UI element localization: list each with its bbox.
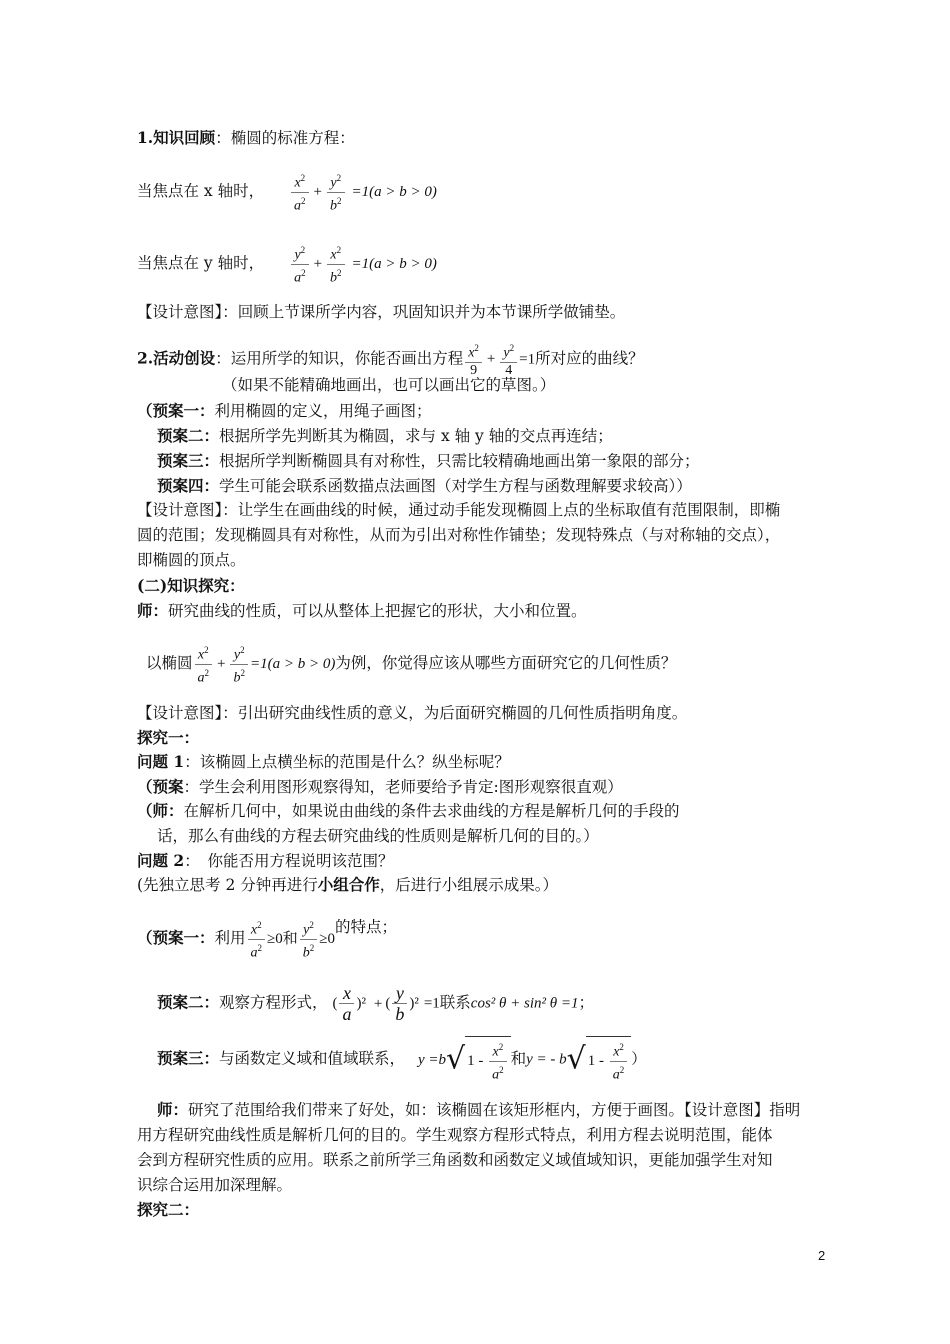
plan-2-label: 预案二： xyxy=(157,426,220,445)
plan-4 xyxy=(157,476,692,496)
section-review xyxy=(137,128,355,148)
formula-y-axis: 当焦点在 y 轴时， $\frac{y^2}{a^2}$ + $\frac{x^2}{b^2}$ =1(a > b > 0) xyxy=(137,242,437,286)
approach-2-label: 预案二： xyxy=(157,992,220,1012)
formula-x-tail: =1(a > b > 0) xyxy=(351,184,437,201)
design-intent-2-line-1: 【设计意图】：让学生在画曲线的时候，通过动手能发现椭圆上点的坐标取值有范围限制，即椭 xyxy=(137,501,781,519)
approach-1-end: ≥0 xyxy=(319,931,335,948)
numerator: x xyxy=(294,175,301,191)
section-exploration: (二)知识探究： xyxy=(137,576,245,595)
page-number: 2 xyxy=(818,1248,826,1263)
approach-2-trig: cos² θ + sin² θ =1 xyxy=(470,995,579,1012)
formula-y-lead: 当焦点在 y 轴时， xyxy=(137,254,265,273)
cooperation-post: ，后进行小组展示成果。） xyxy=(379,876,559,894)
design-intent-1: 【设计意图】：回顾上节课所学内容，巩固知识并为本节课所学做铺垫。 xyxy=(137,303,626,321)
fraction: $\frac{y^2}{a^2}$ xyxy=(291,242,309,286)
design-intent-2-line-2: 圆的范围；发现椭圆具有对称性，从而为引出对称性作铺垫；发现特殊点（与对称轴的交点）， xyxy=(137,526,781,544)
denominator: a xyxy=(197,670,205,686)
cooperation-bold: 小组合作 xyxy=(317,875,380,894)
approach-1-label: （预案一： xyxy=(137,928,215,948)
design-intent-2-line-3: 即椭圆的顶点。 xyxy=(137,551,246,569)
fraction: $\frac{x^2}{a^2}$ xyxy=(195,642,213,686)
question-1-label: 问题 1 xyxy=(137,752,185,771)
section-review-label: 1.知识回顾 xyxy=(137,128,216,147)
approach-2-eq: =1 xyxy=(423,995,440,1012)
plan-answer-text: ：学生会利用图形观察得知，老师要给予肯定:图形观察很直观） xyxy=(183,778,623,796)
denominator: 9 xyxy=(470,362,478,378)
approach-2-link: 联系 xyxy=(439,993,471,1012)
fraction: $\frac{x^2}{a^2}$ xyxy=(248,917,266,961)
final-line-2: 用方程研究曲线性质是解析几何的目的。学生观察方程形式特点，利用方程去说明范围，能体 xyxy=(137,1126,773,1144)
numerator: x xyxy=(468,345,475,361)
plan-1-label: （预案一： xyxy=(137,401,215,420)
sqrt: √ 1 - $\frac{x^2}{a^2}$ xyxy=(446,1036,511,1083)
approach-2: 预案二：观察方程形式， ( $\frac{x}{a}$ )² + ( $\frac{y}{b}$ )² =1联系cos² θ + sin² θ =1； xyxy=(157,983,595,1024)
denominator: a xyxy=(250,945,258,961)
numerator: y xyxy=(330,175,337,191)
teacher-note-1 xyxy=(137,801,680,821)
equals-one: =1 xyxy=(519,351,536,368)
approach-3-end: ） xyxy=(631,1051,647,1068)
plan-1-text: 利用椭圆的定义，用绳子画图； xyxy=(214,402,432,420)
plan-1 xyxy=(137,401,432,421)
teacher-note-2: 话，那么有曲线的方程去研究曲线的性质则是解析几何的目的。） xyxy=(157,827,599,845)
fraction xyxy=(392,983,407,1024)
plan-3-text: 根据所学判断椭圆具有对称性，只需比较精确地画出第一象限的部分； xyxy=(219,452,700,470)
question-1-text: ：该椭圆上点横坐标的范围是什么？纵坐标呢？ xyxy=(184,753,510,771)
plan-4-text: 学生可能会联系函数描点法画图（对学生方程与函数理解要求较高）） xyxy=(219,477,692,495)
explore-1-heading: 探究一： xyxy=(137,728,200,747)
section-activity: 2.活动创设：运用所学的知识，你能否画出方程 $\frac{x^2}{9}$ + $\frac{y^2}{4}$ =1所对应的曲线？ xyxy=(137,340,644,379)
numerator: y xyxy=(392,983,407,1004)
final-teacher-label: 师： xyxy=(157,1100,189,1119)
teacher-label: 师： xyxy=(137,601,169,620)
denominator: b xyxy=(330,198,338,214)
fraction: $\frac{x^2}{b^2}$ xyxy=(327,242,345,286)
numerator: y xyxy=(294,247,301,263)
plan-4-label: 预案四： xyxy=(157,476,220,495)
close-paren-squared: )² xyxy=(356,995,366,1012)
denominator: b xyxy=(233,670,241,686)
teacher-line-1 xyxy=(137,601,587,621)
formula-x-axis: 当焦点在 x 轴时， $\frac{x^2}{a^2}$ + $\frac{y^2}{b^2}$ =1(a > b > 0) xyxy=(137,170,437,214)
sqrt: √ 1 - $\frac{x^2}{a^2}$ xyxy=(567,1036,632,1083)
plan-answer xyxy=(137,777,623,797)
fraction: $\frac{y^2}{4}$ xyxy=(500,340,517,379)
section-activity-label: 2.活动创设 xyxy=(137,348,216,368)
approach-1 xyxy=(137,917,397,961)
denominator: a xyxy=(342,1004,352,1024)
teacher-text: 研究曲线的性质，可以从整体上把握它的形状，大小和位置。 xyxy=(168,602,587,620)
numerator: x xyxy=(250,922,258,938)
fraction: $\frac{x^2}{a^2}$ xyxy=(489,1039,507,1083)
open-paren: ( xyxy=(385,995,391,1012)
approach-3-and: 和 xyxy=(510,1049,527,1068)
denominator: a xyxy=(294,198,302,214)
plan-2-text: 根据所学先判断其为椭圆，求与 x 轴 y 轴的交点再连结； xyxy=(219,427,613,445)
denominator: b xyxy=(330,270,338,286)
approach-1-tail: 的特点； xyxy=(335,918,398,936)
numerator: y xyxy=(233,647,241,663)
approach-2-text: 观察方程形式， xyxy=(219,993,328,1012)
denominator: a xyxy=(294,270,302,286)
approach-3-text: 与函数定义域和值域联系， xyxy=(219,1049,406,1068)
approach-3-label: 预案三： xyxy=(157,1048,220,1068)
final-text-1: 研究了范围给我们带来了好处，如：该椭圆在该矩形框内，方便于画图。【设计意图】指明 xyxy=(188,1101,801,1119)
fraction xyxy=(339,983,354,1024)
ellipse-example-tail: 为例，你觉得应该从哪些方面研究它的几何性质？ xyxy=(335,654,677,673)
plan-3-label: 预案三： xyxy=(157,451,220,470)
denominator: b xyxy=(395,1004,405,1024)
section-activity-tail: 所对应的曲线？ xyxy=(535,349,644,368)
fraction: $\frac{y^2}{b^2}$ xyxy=(300,917,318,961)
teacher-note-label: （师： xyxy=(137,801,184,820)
open-paren: ( xyxy=(332,995,338,1012)
final-line-1 xyxy=(157,1100,800,1120)
numerator: y xyxy=(503,345,510,361)
cooperation-note xyxy=(137,875,558,895)
plan-2 xyxy=(157,426,613,446)
numerator: x xyxy=(330,247,337,263)
ellipse-example-lead: 以椭圆 xyxy=(146,654,193,673)
ellipse-example-eq: =1(a > b > 0) xyxy=(249,656,336,673)
section-review-text: ：椭圆的标准方程： xyxy=(215,129,355,147)
question-2-text: ： 你能否用方程说明该范围？ xyxy=(184,852,394,870)
fraction: $\frac{x^2}{a^2}$ xyxy=(610,1039,628,1083)
question-1 xyxy=(137,752,510,772)
plan-3 xyxy=(157,451,700,471)
fraction: $\frac{y^2}{b^2}$ xyxy=(230,642,248,686)
numerator: y xyxy=(303,922,310,938)
approach-2-end: ； xyxy=(578,993,595,1012)
fraction: $\frac{x^2}{9}$ xyxy=(465,340,482,379)
numerator: x xyxy=(197,647,205,663)
question-2 xyxy=(137,851,393,871)
fraction: $\frac{y^2}{b^2}$ xyxy=(327,170,345,214)
approach-3 xyxy=(157,1036,646,1083)
formula-y-tail: =1(a > b > 0) xyxy=(351,256,437,273)
sketch-note: （如果不能精确地画出，也可以画出它的草图。） xyxy=(222,376,556,394)
numerator: x xyxy=(339,983,354,1004)
approach-3-y1: y =b xyxy=(417,1051,446,1068)
final-line-4: 识综合运用加深理解。 xyxy=(137,1176,293,1194)
plan-answer-label: （预案 xyxy=(137,777,184,796)
approach-1-text: 利用 xyxy=(214,929,246,948)
design-intent-3: 【设计意图】：引出研究曲线性质的意义，为后面研究椭圆的几何性质指明角度。 xyxy=(137,704,688,722)
teacher-note-text: 在解析几何中，如果说由曲线的条件去求曲线的方程是解析几何的手段的 xyxy=(183,802,680,820)
approach-1-mid: ≥0和 xyxy=(267,931,298,948)
cooperation-pre: (先独立思考 2 分钟再进行 xyxy=(137,876,318,894)
denominator: b xyxy=(302,945,310,961)
final-line-3: 会到方程研究性质的应用。联系之前所学三角函数和函数定义域值域知识，更能加强学生对知 xyxy=(137,1151,773,1169)
close-paren-squared: )² xyxy=(409,995,419,1012)
section-activity-text: ：运用所学的知识，你能否画出方程 xyxy=(215,349,464,368)
approach-3-y2: y = - b xyxy=(526,1051,567,1068)
ellipse-example: 以椭圆 $\frac{x^2}{a^2}$ + $\frac{y^2}{b^2}$ =1(a > b > 0)为例，你觉得应该从哪些方面研究它的几何性质？ xyxy=(146,642,676,686)
explore-2-heading: 探究二： xyxy=(137,1200,200,1219)
formula-x-lead: 当焦点在 x 轴时， xyxy=(137,182,265,201)
denominator: 4 xyxy=(505,362,513,378)
question-2-label: 问题 2 xyxy=(137,851,185,870)
fraction: $\frac{x^2}{a^2}$ xyxy=(291,170,309,214)
